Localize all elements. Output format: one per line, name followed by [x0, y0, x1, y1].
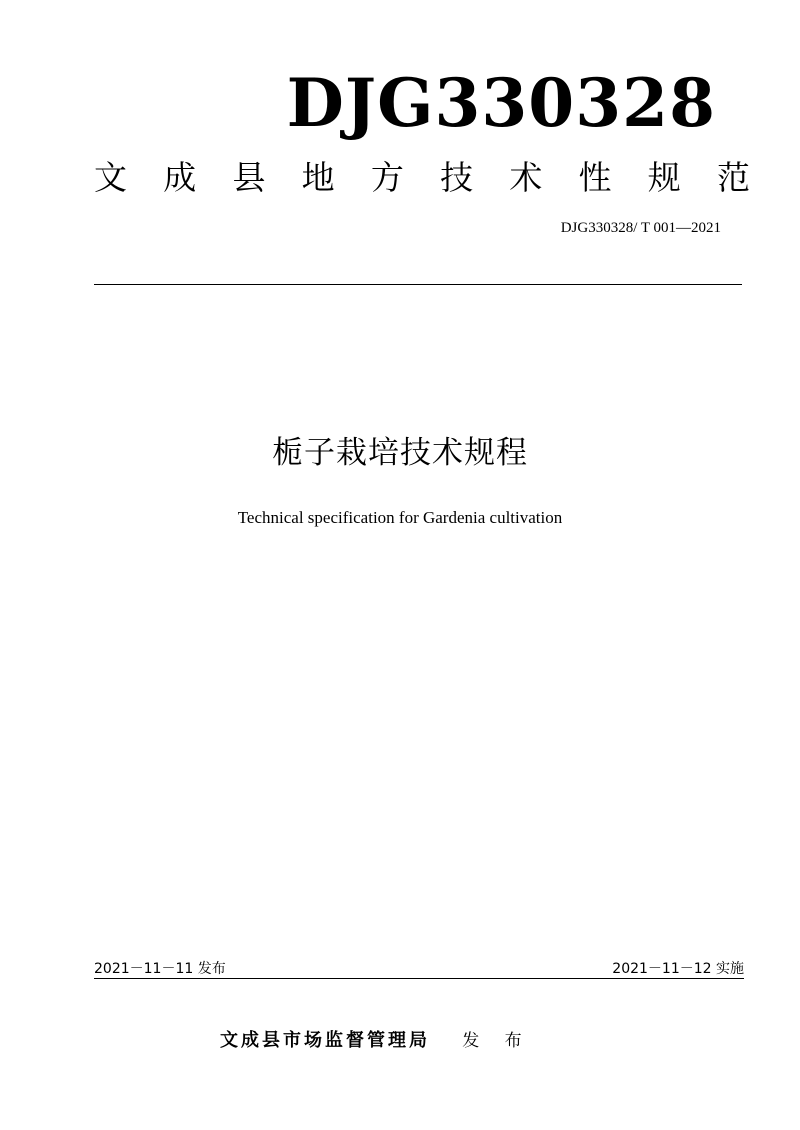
standard-type-char: 成 [163, 158, 197, 197]
publish-label: 发 布 [462, 1031, 532, 1051]
standard-type-char: 地 [301, 158, 335, 197]
standard-type-char: 文 [94, 158, 127, 197]
issue-date: 2021－11－11 发布 [94, 961, 226, 977]
header-divider [94, 284, 742, 285]
standard-type-char: 规 [647, 158, 681, 197]
publisher-row [220, 1030, 532, 1054]
footer-divider [94, 978, 744, 979]
document-title-en: Technical specification for Gardenia cultivation [237, 508, 563, 527]
standard-type-char: 方 [370, 158, 404, 197]
document-title-cn: 栀子栽培技术规程 [272, 435, 528, 471]
standard-type-char: 县 [232, 158, 266, 197]
publisher-name: 文成县市场监督管理局 [220, 1030, 430, 1051]
standard-type-heading [94, 156, 750, 200]
standard-type-char: 性 [578, 158, 612, 197]
standard-type-char: 技 [440, 158, 474, 197]
standard-type-char: 术 [509, 158, 543, 197]
standard-type-char: 范 [716, 158, 750, 197]
standard-code: DJG330328 [286, 64, 716, 142]
standard-number: DJG330328/ T 001—2021 [560, 220, 721, 236]
implementation-date: 2021－11－12 实施 [612, 961, 744, 977]
